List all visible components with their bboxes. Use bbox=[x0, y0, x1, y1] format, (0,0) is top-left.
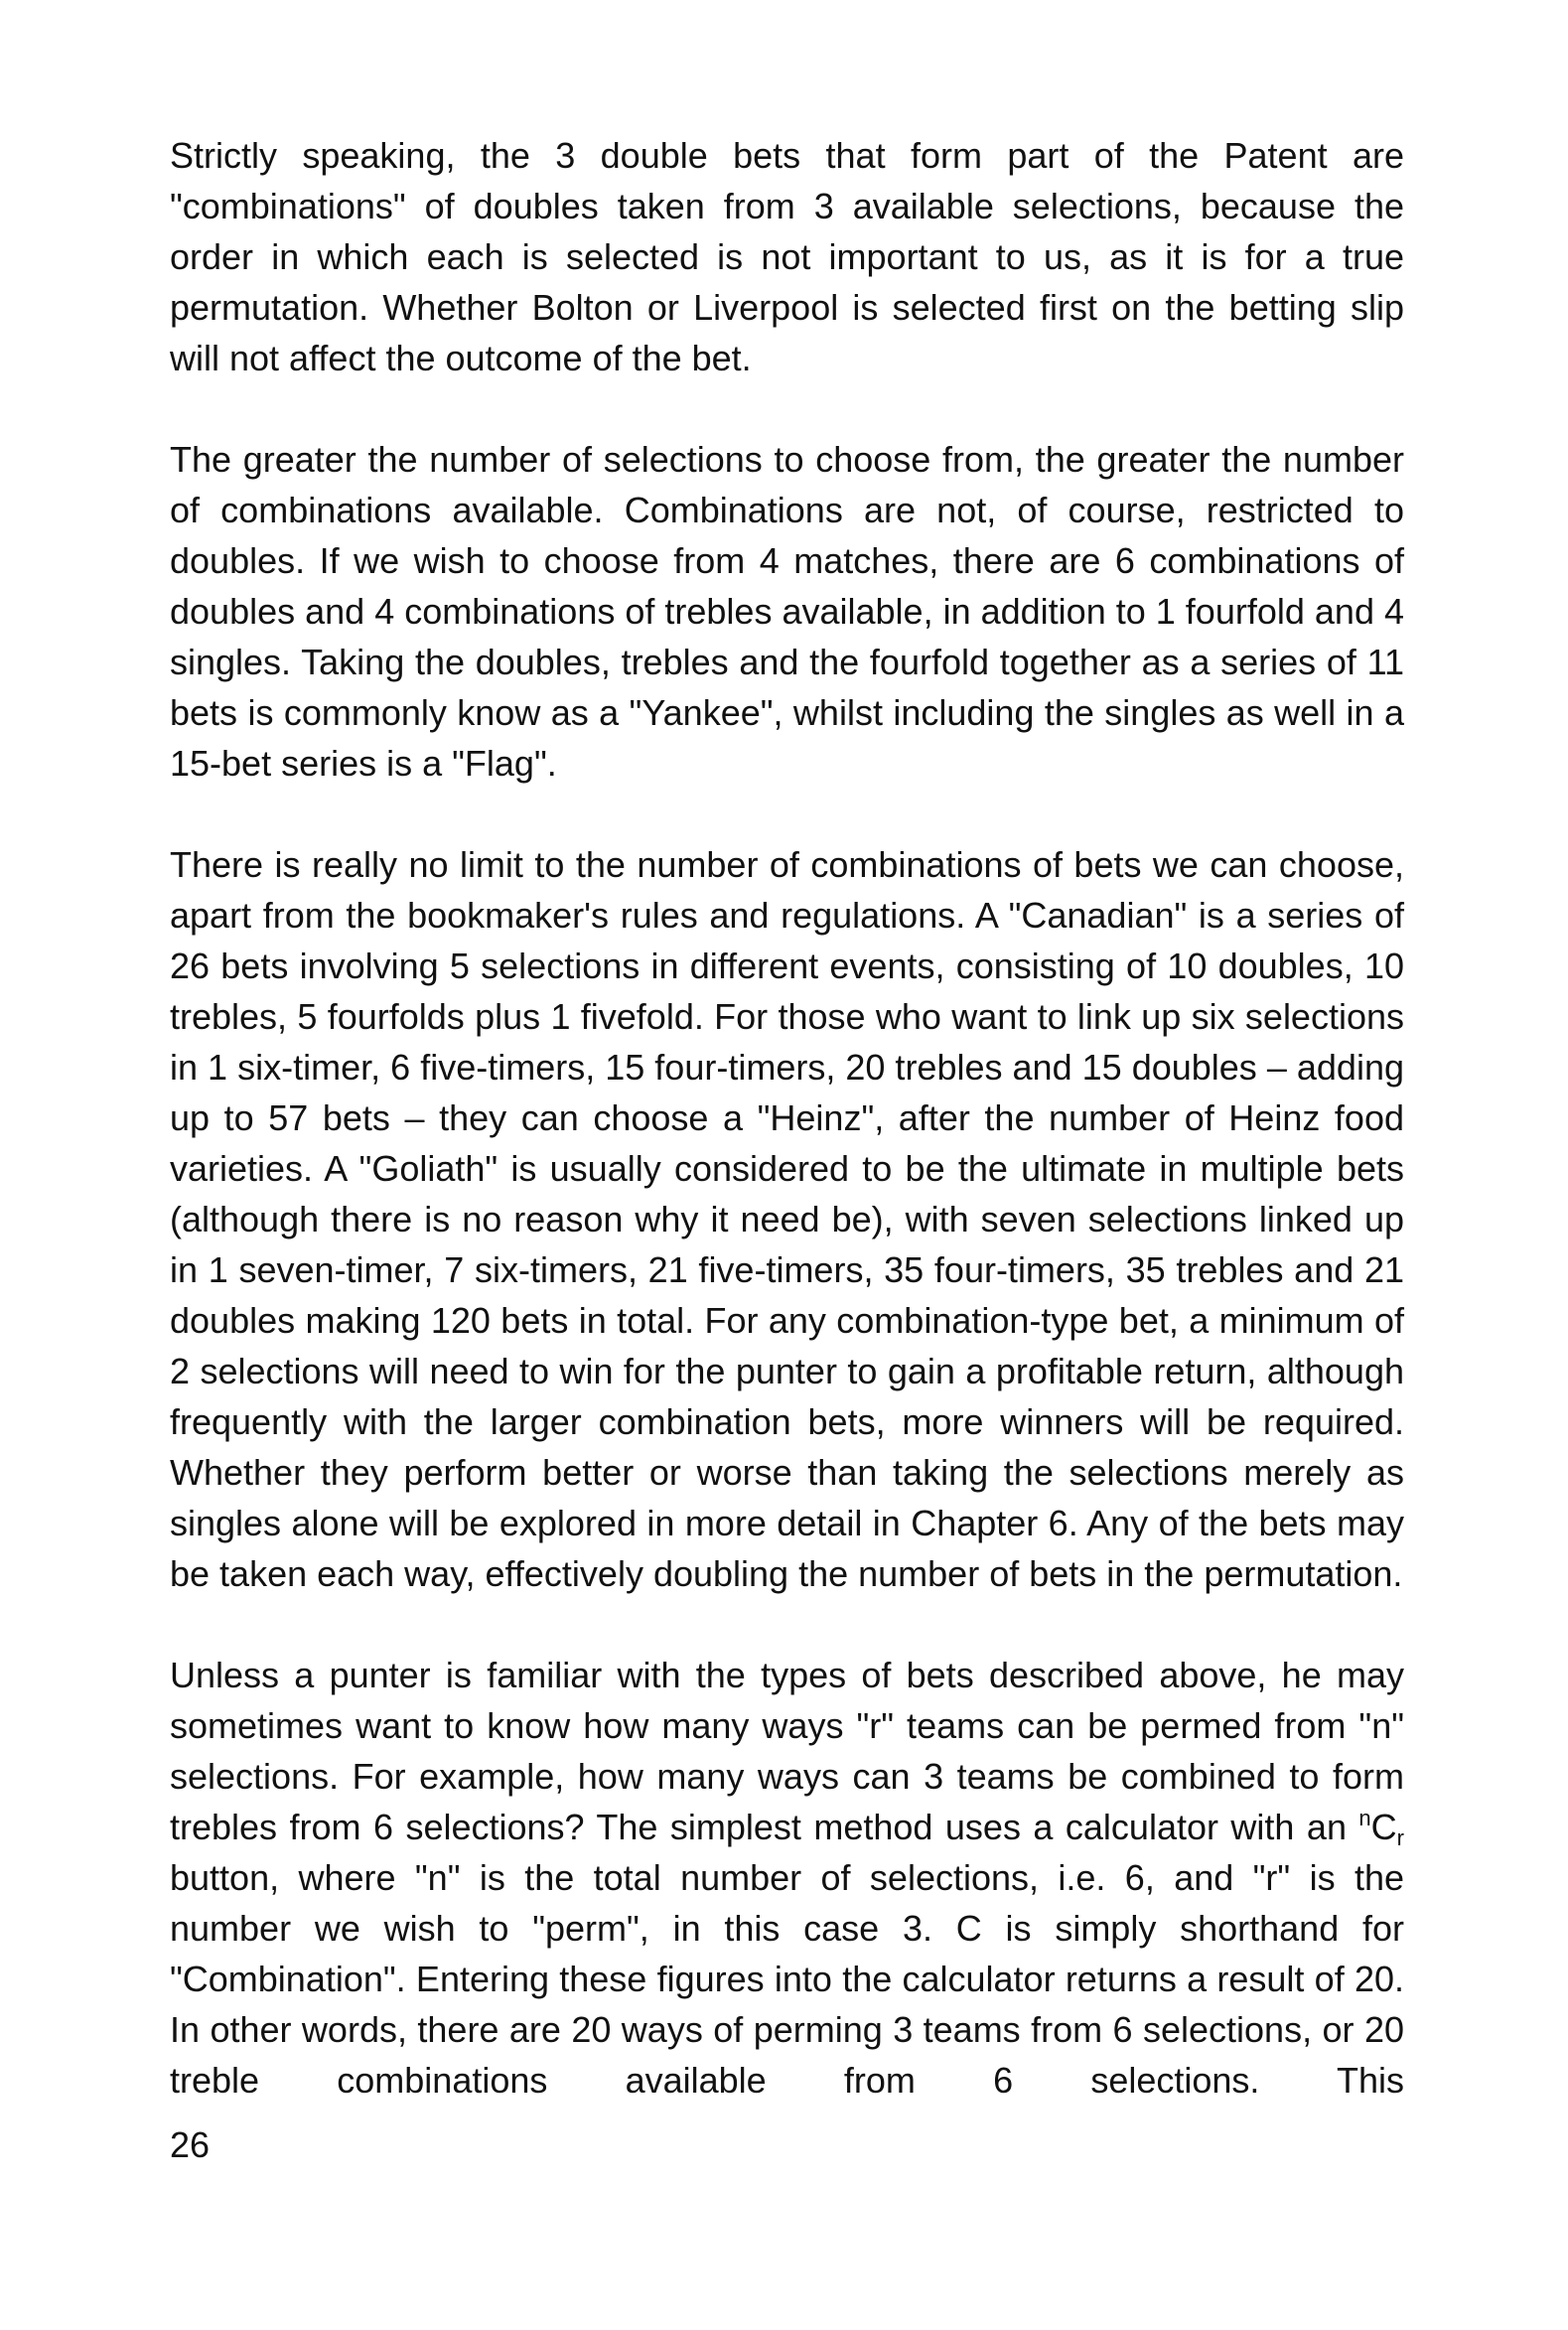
page-number: 26 bbox=[170, 2124, 211, 2165]
ncr-text-before: Unless a punter is familiar with the types of bets described above, he may sometimes want to know how many ways "r" teams can be permed from "n" selections. For example, how many ways can 3 teams be combined to form trebles from 6 selections? The simplest method uses a calculator with an bbox=[170, 1655, 1404, 1847]
paragraph-ncr-calculator bbox=[170, 1650, 1404, 2106]
paragraph-multiple-bets: There is really no limit to the number of combinations of bets we can choose, apart from the bookmaker's rules and regulations. A "Canadian" is a series of 26 bets involving 5 selections in different events, consisting of 10 doubles, 10 trebles, 5 fourfolds plus 1 fivefold. For those who want to link up six selections in 1 six-timer, 6 five-timers, 15 four-timers, 20 trebles and 15 doubles – adding up to 57 bets – they can choose a "Heinz", after the number of Heinz food varieties. A "Goliath" is usually considered to be the ultimate in multiple bets (although there is no reason why it need be), with seven selections linked up in 1 seven-timer, 7 six-timers, 21 five-timers, 35 four-timers, 35 trebles and 21 doubles making 120 bets in total. For any combination-type bet, a minimum of 2 selections will need to win for the punter to gain a profitable return, although frequently with the larger combination bets, more winners will be required. Whether they perform better or worse than taking the selections merely as singles alone will be explored in more detail in Chapter 6. Any of the bets may be taken each way, effectively doubling the number of bets in the permutation. bbox=[170, 844, 1404, 1594]
paragraph-patent-combinations: Strictly speaking, the 3 double bets that form part of the Patent are "combinations" of doubles taken from 3 available selections, because the order in which each is selected is not important to us, as it is for a true permutation. Whether Bolton or Liverpool is selected first on the betting slip will not affect the outcome of the bet. bbox=[170, 135, 1404, 378]
paragraph-yankee-flag: The greater the number of selections to choose from, the greater the number of combinations available. Combinations are not, of course, restricted to doubles. If we wish to choose from 4 matches, there are 6 combinations of doubles and 4 combinations of trebles available, in addition to 1 fourfold and 4 singles. Taking the doubles, trebles and the fourfold together as a series of 11 bets is commonly know as a "Yankee", whilst including the singles as well in a 15-bet series is a "Flag". bbox=[170, 439, 1404, 784]
ncr-superscript-n: n bbox=[1358, 1806, 1371, 1830]
ncr-subscript-r: r bbox=[1396, 1825, 1404, 1850]
ncr-text-after: button, where "n" is the total number of selections, i.e. 6, and "r" is the number we wish to "perm", in this case 3. C is simply shorthand for "Combination". Entering these figures into the calculator returns a result of 20. In other words, there are 20 ways of perming 3 teams from 6 selections, or 20 treble combinations available from 6 selections. This bbox=[170, 1857, 1404, 2101]
page-body bbox=[170, 130, 1404, 2106]
ncr-base-c: C bbox=[1370, 1807, 1397, 1847]
